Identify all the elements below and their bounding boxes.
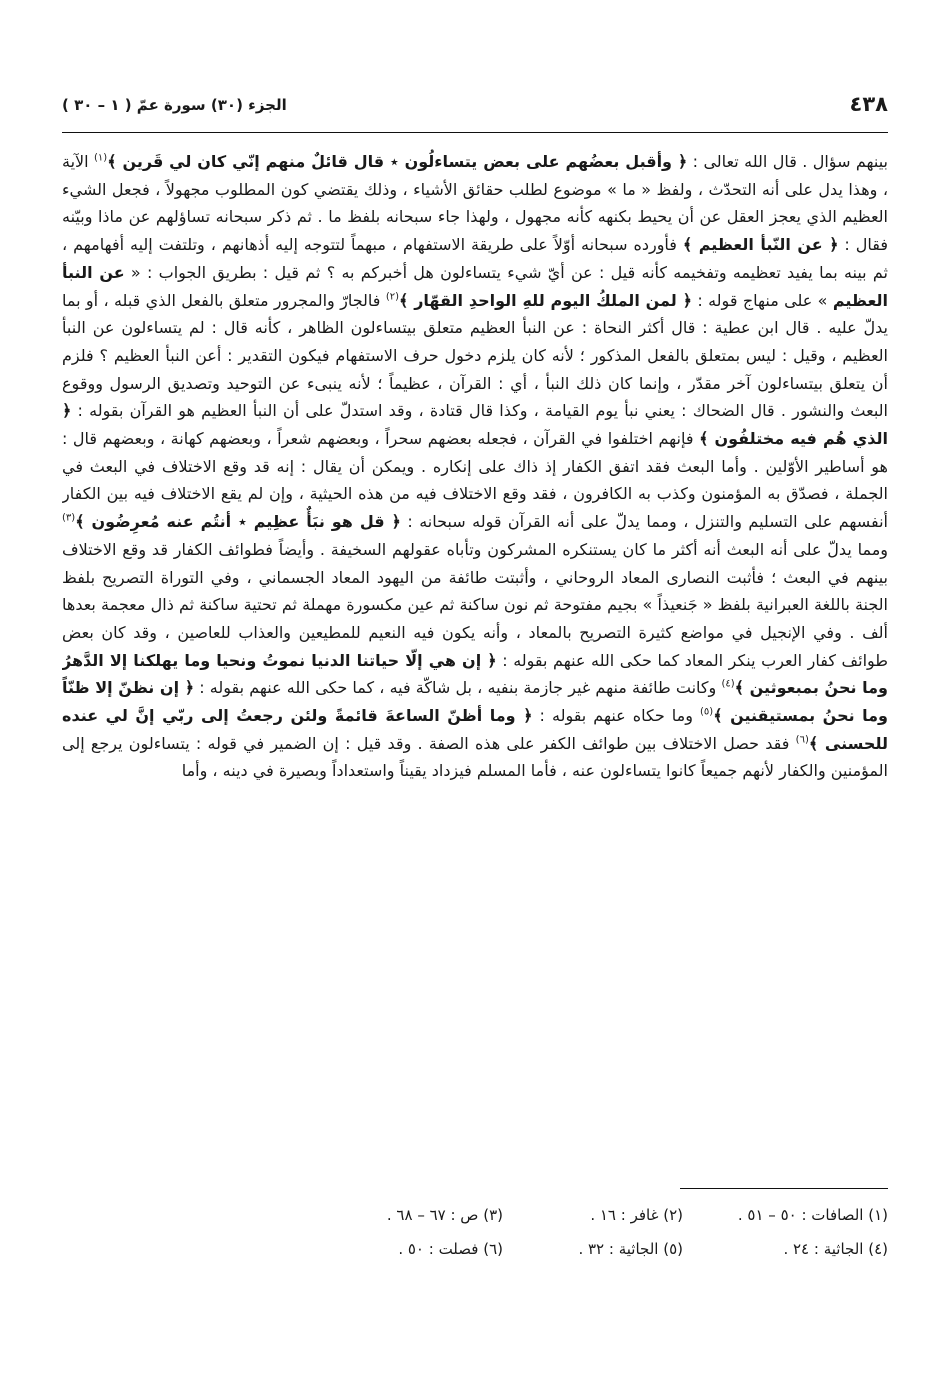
footnote-ref: (١) bbox=[94, 152, 108, 164]
body-text bbox=[62, 148, 888, 1168]
footnote-ref: (٦) bbox=[795, 734, 809, 746]
text-run: الآية ، وهذا يدل على أنه التحدّث ، ولفظ « ما » موضوع لطلب حقائق الأشياء ، وذلك يقتضي كون المطلوب مجهولاً ، فجعل الشيء العظيم الذي يعجز العقل عن أن يحيط بكنهه كأنه مجهول ، ولهذا جاء سبحانه بلفظ ما . ثم ذكر سبحانه تساؤلهم عن ماذا وبيّنه فقال : bbox=[62, 152, 888, 255]
page-header bbox=[62, 88, 888, 128]
text-run: ومما يدلّ على أنه البعث أنه أكثر ما كان يستنكره المشركون وتأباه عقولهم السخيفة . وأيضاً فطوائف الكفار قد وقع الاختلاف بينهم في البعث ؛ فأثبت النصارى المعاد الروحاني ، وأثبتت طائفة من اليهود المعاد الجسماني ، وفي التوراة التصريح بلفظ الجنة باللغة العبرانية بلفظ « جَنعيذاً » بجيم مفتوحة ثم نون ساكنة ثم عين مكسورة مهملة ثم تحتية ساكنة ثم ذال معجمة بعدها ألف . وفي الإنجيل في مواضع كثيرة التصريح بالمعاد ، وأنه يكون فيه النعيم للمطيعين والعذاب للعاصين ، وقد كان بعض طوائف كفار العرب ينكر المعاد كما حكى الله عنهم بقوله : bbox=[62, 539, 888, 670]
quran-quote: ﴿ قل هو نبَأٌ عظِيم ٭ أنتُم عنه مُعرِضُون ﴾ bbox=[75, 512, 401, 532]
footnote-ref: (٣) bbox=[62, 512, 76, 524]
text-run: وكانت طائفة منهم غير جازمة بنفيه ، بل شاكّة فيه ، كما حكى الله عنهم بقوله : bbox=[194, 678, 722, 698]
footnote-row bbox=[62, 1198, 888, 1232]
footnote-2: (٢) غافر : ١٦ . bbox=[590, 1206, 683, 1224]
quran-quote: ﴿ الذي هُم فيه مختلفُون ﴾ bbox=[62, 401, 888, 449]
footnote-ref: (٢) bbox=[385, 291, 399, 303]
page-number: ٤٣٨ bbox=[849, 92, 888, 116]
text-run: وما حكاه عنهم بقوله : bbox=[532, 706, 700, 726]
footnote-3: (٣) ص : ٦٧ – ٦٨ . bbox=[386, 1206, 503, 1224]
header-divider bbox=[62, 132, 888, 133]
footnote-divider bbox=[680, 1188, 888, 1189]
footnotes bbox=[62, 1198, 888, 1266]
footnote-ref: (٤) bbox=[721, 679, 735, 691]
quran-quote: ﴿ عن النّبأ العظيم ﴾ bbox=[682, 235, 839, 255]
text-run: بينهم سؤال . قال الله تعالى : bbox=[687, 152, 888, 171]
text-run: فقد حصل الاختلاف بين طوائف الكفر على هذه الصفة . وقد قيل : إن الضمير في قوله : يتساءلون يرجع إلى المؤمنين والكفار لأنهم جميعاً كانوا يتساءلون عنه ، فأما المسلم فيزداد يقيناً واستعداداً وبصيرة في دينه ، وأما bbox=[62, 733, 888, 781]
quran-quote: عن النبأ العظيم bbox=[62, 262, 888, 310]
quran-quote: ﴿ إن هي إلّا حياتنا الدنيا نموتُ ونحيا وما يهلكنا إلا الدَّهرُ وما نحنُ بمبعوثين ﴾ bbox=[62, 650, 888, 698]
text-run: » على منهاج قوله : bbox=[692, 290, 833, 310]
footnote-6: (٦) فصلت : ٥٠ . bbox=[398, 1240, 503, 1258]
body-paragraph bbox=[62, 148, 888, 785]
text-run: فأورده سبحانه أوّلاً على طريقة الاستفهام ، مبهماً لتتوجه إليه أذهانهم ، وتلتفت إليه أفهامهم ، ثم بينه بما يفيد تعظيمه وتفخيمه كأنه قيل : عن أيّ شيء يتساءلون هل أخبركم به ؟ ثم قيل : بطريق الجواب : « bbox=[62, 235, 888, 282]
quran-quote: ﴿ وأقبل بعضُهم على بعض يتساءلُون ٭ قال قائلٌ منهم إنّي كان لي قَرين ﴾ bbox=[107, 152, 688, 171]
text-run: فالجارّ والمجرور متعلق بالفعل الذي قبله ، أو بما يدلّ عليه . قال ابن عطية : قال أكثر النحاة : عن النبأ العظيم متعلق بيتساءلون الظاهر ، كأنه قال : لم يتساءلون عن النبأ العظيم ، وقيل : ليس بمتعلق بالفعل المذكور ؛ لأنه كان يلزم دخول حرف الاستفهام فيكون التقدير : أعن النبأ العظيم ؟ فلزم أن يتعلق بيتساءلون آخر مقدّر ، وإنما كان ذلك النبأ ، أي : القرآن ، عظيماً ؛ لأنه ينبىء عن التوحيد وتصديق الرسول ووقوع البعث والنشور . قال الضحاك : يعني نبأ يوم القيامة ، وكذا قال قتادة ، وقد استدلّ على أن النبأ العظيم هو القرآن بقوله : bbox=[62, 290, 888, 421]
quran-quote: ﴿ وما أظنّ الساعةَ قائمةً ولئن رجعتُ إلى ربّي إنَّ لي عنده للحسنى ﴾ bbox=[62, 706, 888, 753]
text-run: فإنهم اختلفوا في القرآن ، فجعله بعضهم سحراً ، وبعضهم شعراً ، وبعضهم كهانة ، وبعضهم قال : هو أساطير الأوّلين . وأما البعث فقد اتفق الكفار إذ ذاك على إنكاره . ويمكن أن يقال : إنه قد وقع الاختلاف في البعث في الجملة ، فصدّق به المؤمنون وكذب به الكافرون ، فقد وقع الاختلاف فيه من هذه الحيثية ، وإن لم يقع الاختلاف فيه بين الكفار أنفسهم على التسليم والتنزل ، ومما يدلّ على أنه القرآن قوله سبحانه : bbox=[62, 429, 888, 532]
footnote-4: (٤) الجاثية : ٢٤ . bbox=[783, 1240, 888, 1258]
running-head: الجزء (٣٠) سورة عمّ ( ١ – ٣٠ ) bbox=[62, 96, 287, 114]
quran-quote: ﴿ لمن الملكُ اليوم للهِ الواحدِ القهّار ﴾ bbox=[399, 290, 692, 310]
footnote-1: (١) الصافات : ٥٠ – ٥١ . bbox=[737, 1206, 888, 1224]
footnote-ref: (٥) bbox=[700, 706, 714, 718]
footnote-5: (٥) الجاثية : ٣٢ . bbox=[578, 1240, 683, 1258]
footnote-row bbox=[62, 1232, 888, 1266]
quran-quote: ﴿ إن نظنّ إلا ظنّاً وما نحنُ بمستيقنين ﴾ bbox=[62, 678, 888, 726]
